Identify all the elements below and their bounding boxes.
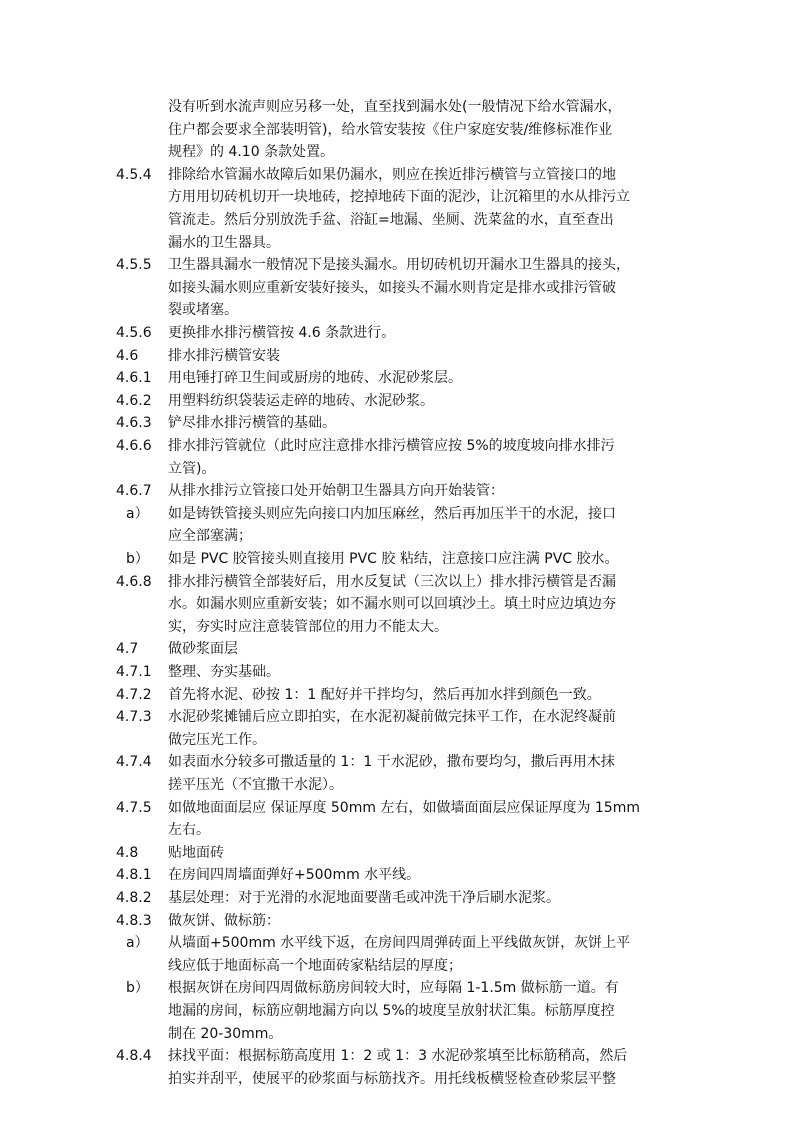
clause-text: 更换排水排污横管按 4.6 条款进行。: [168, 325, 396, 341]
clause-number: 4.5.4: [116, 166, 152, 183]
text-line: [0, 684, 793, 707]
clause-number: b）: [126, 980, 149, 997]
clause-text: 如做地面面层应 保证厚度 50mm 左右，如做墙面面层应保证厚度为 15mm: [168, 799, 640, 816]
clause-number: 4.6.8: [116, 573, 152, 590]
clause-text: 用塑料纺织袋装运走碎的地砖、水泥砂浆。: [168, 392, 434, 409]
text-line: [0, 1000, 793, 1023]
text-line: [0, 729, 793, 752]
text-line: [0, 571, 793, 594]
text-line: [0, 616, 793, 639]
clause-text: 没有听到水流声则应另移一处，直至找到漏水处(一般情况下给水管漏水，: [168, 99, 622, 115]
text-line: [0, 977, 793, 1000]
text-line: [0, 254, 793, 277]
clause-text: 拍实并刮平，使展平的砂浆面与标筋找齐。用托线板横竖检查砂浆层平整: [168, 1070, 616, 1087]
text-line: [0, 458, 793, 481]
clause-number: 4.6.1: [116, 370, 152, 387]
text-line: [0, 1023, 793, 1046]
clause-number: 4.5.5: [116, 257, 152, 274]
clause-number: 4.8.4: [116, 1048, 152, 1065]
text-line: [0, 751, 793, 774]
clause-number: 4.8.3: [116, 912, 152, 929]
clause-number: 4.6.3: [116, 415, 152, 432]
text-line: [0, 819, 793, 842]
clause-text: 从墙面+500mm 水平线下返，在房间四周弹砖面上平线做灰饼，灰饼上平: [168, 935, 631, 952]
text-line: [0, 299, 793, 322]
text-line: [0, 96, 793, 119]
clause-text: 漏水的卫生器具。: [168, 234, 280, 251]
clause-text: 做完压光工作。: [168, 731, 266, 748]
clause-text: 线应低于地面标高一个地面砖家粘结层的厚度；: [168, 957, 462, 974]
clause-text: 实，夯实时应注意装管部位的用力不能太大。: [168, 618, 448, 635]
text-line: [0, 164, 793, 187]
clause-number: 4.7.1: [116, 664, 152, 680]
clause-text: 排水排污横管安装: [168, 347, 280, 364]
clause-text: 根据灰饼在房间四周做标筋房间较大时，应每隔 1-1.5m 做标筋一道。有: [168, 980, 619, 997]
text-line: [0, 345, 793, 368]
clause-text: 搓平压光（不宜撒干水泥）。: [168, 777, 343, 793]
clause-text: 应全部塞满；: [168, 528, 252, 545]
clause-text: 住户都会要求全部装明管)，给水管安装按《住户家庭安装/维修标准作业: [168, 121, 613, 138]
clause-number: 4.6: [116, 347, 139, 364]
text-line: [0, 412, 793, 435]
text-line: [0, 548, 793, 571]
clause-text: 管流走。然后分别放洗手盆、浴缸=地漏、坐厕、洗菜盆的水，直至查出: [168, 212, 614, 228]
clause-text: 排水排污管就位（此时应注意排水排污横管应按 5%的坡度坡向排水排污: [168, 438, 615, 454]
text-line: [0, 1068, 793, 1091]
text-line: [0, 638, 793, 661]
clause-text: 从排水排污立管接口处开始朝卫生器具方向开始装管：: [168, 483, 504, 500]
clause-text: 如接头漏水则应重新安装好接头，如接头不漏水则肯定是排水或排污管破: [168, 279, 616, 296]
text-line: [0, 910, 793, 933]
clause-number: 4.6.2: [116, 392, 152, 409]
clause-text: 如表面水分较多可撒适量的 1：1 干水泥砂，撒布要均匀，撒后再用木抹: [168, 754, 615, 771]
clause-number: 4.6.6: [116, 438, 152, 454]
text-line: [0, 932, 793, 955]
clause-text: 做灰饼、做标筋：: [168, 912, 280, 929]
clause-text: 在房间四周墙面弹好+500mm 水平线。: [168, 867, 421, 884]
clause-number: 4.5.6: [116, 325, 152, 341]
text-line: [0, 141, 793, 164]
clause-text: 基层处理：对于光滑的水泥地面要凿毛或冲洗干净后刷水泥浆。: [168, 890, 560, 906]
text-line: [0, 887, 793, 910]
clause-text: 水。如漏水则应重新安装；如不漏水则可以回填沙土。填土时应边填边夯: [168, 596, 616, 613]
text-line: [0, 277, 793, 300]
text-line: [0, 797, 793, 820]
text-line: [0, 774, 793, 797]
clause-text: 用电锤打碎卫生间或厨房的地砖、水泥砂浆层。: [168, 370, 462, 387]
clause-number: 4.8: [116, 844, 139, 861]
clause-text: 抹找平面：根据标筋高度用 1：2 或 1：3 水泥砂浆填至比标筋稍高，然后: [168, 1048, 628, 1065]
clause-number: 4.7.2: [116, 686, 152, 703]
clause-number: 4.8.2: [116, 890, 152, 906]
text-line: [0, 186, 793, 209]
text-line: [0, 435, 793, 458]
text-line: [0, 593, 793, 616]
clause-text: 规程》的 4.10 条款处置。: [168, 144, 335, 161]
clause-text: 左右。: [168, 822, 210, 839]
clause-number: 4.8.1: [116, 867, 152, 884]
clause-text: 卫生器具漏水一般情况下是接头漏水。用切砖机切开漏水卫生器具的接头，: [168, 257, 630, 274]
text-line: [0, 209, 793, 232]
clause-text: 制在 20-30mm。: [168, 1025, 283, 1042]
clause-number: 4.6.7: [116, 483, 152, 500]
clause-number: a）: [126, 935, 149, 952]
clause-number: b）: [126, 551, 149, 567]
text-line: [0, 503, 793, 526]
clause-text: 立管)。: [168, 460, 216, 477]
clause-number: a）: [126, 505, 149, 522]
clause-text: 整理、夯实基础。: [168, 664, 280, 680]
text-line: [0, 390, 793, 413]
text-line: [0, 706, 793, 729]
text-line: [0, 1045, 793, 1068]
clause-text: 贴地面砖: [168, 844, 224, 861]
clause-text: 排水排污横管全部装好后，用水反复试（三次以上）排水排污横管是否漏: [168, 573, 616, 590]
clause-number: 4.7.3: [116, 709, 152, 726]
text-line: [0, 480, 793, 503]
clause-text: 如是铸铁管接头则应先向接口内加压麻丝，然后再加压半干的水泥，接口: [168, 505, 616, 522]
clause-text: 地漏的房间，标筋应朝地漏方向以 5%的坡度呈放射状汇集。标筋厚度控: [168, 1003, 615, 1019]
text-line: [0, 232, 793, 255]
text-line: [0, 661, 793, 684]
text-line: [0, 525, 793, 548]
clause-text: 排除给水管漏水故障后如果仍漏水，则应在挨近排污横管与立管接口的地: [168, 166, 616, 183]
clause-text: 如是 PVC 胶管接头则直接用 PVC 胶 粘结，注意接口应注满 PVC 胶水。: [168, 551, 619, 567]
text-line: [0, 367, 793, 390]
clause-text: 方用用切砖机切开一块地砖，挖掉地砖下面的泥沙，让沉箱里的水从排污立: [168, 189, 630, 206]
clause-number: 4.7.5: [116, 799, 152, 816]
text-line: [0, 864, 793, 887]
clause-text: 水泥砂浆摊铺后应立即拍实，在水泥初凝前做完抹平工作，在水泥终凝前: [168, 709, 616, 726]
text-line: [0, 842, 793, 865]
clause-text: 铲尽排水排污横管的基础。: [168, 415, 336, 432]
clause-text: 首先将水泥、砂按 1：1 配好并干拌均匀，然后再加水拌到颜色一致。: [168, 686, 601, 703]
text-line: [0, 119, 793, 142]
clause-number: 4.7.4: [116, 754, 152, 771]
text-line: [0, 955, 793, 978]
clause-text: 做砂浆面层: [168, 641, 238, 658]
text-line: [0, 322, 793, 345]
clause-number: 4.7: [116, 641, 139, 658]
clause-text: 裂或堵塞。: [168, 302, 238, 319]
